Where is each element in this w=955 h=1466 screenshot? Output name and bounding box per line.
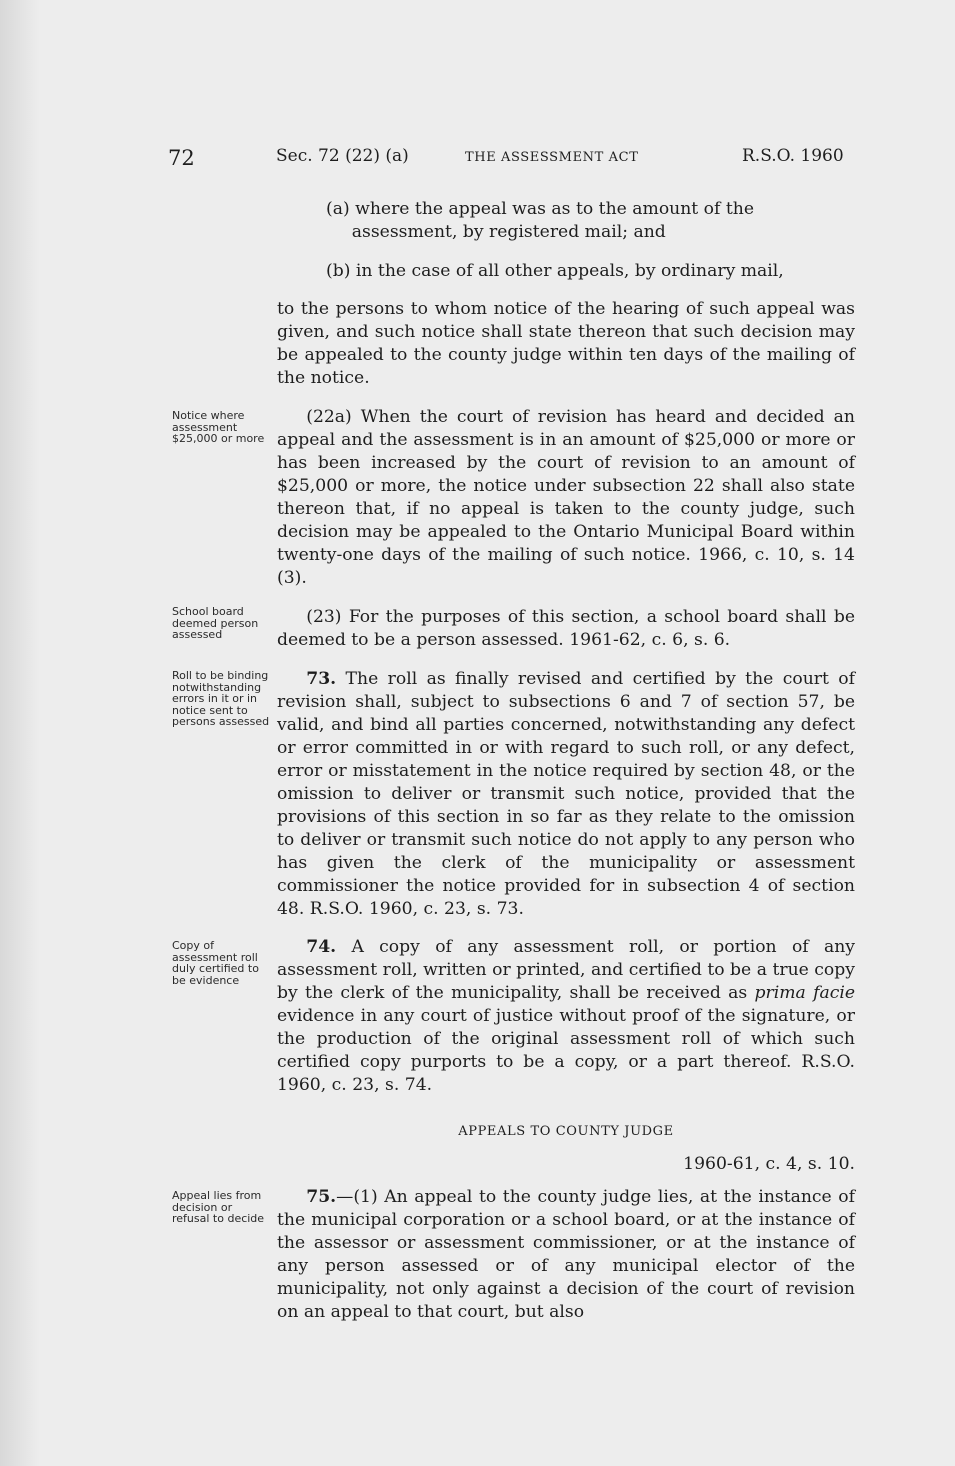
margin-note-22a: Notice where assessment $25,000 or more xyxy=(172,409,265,445)
section-75-text: —(1) An appeal to the county judge lies, at the instance of the municipal corporation or a school board, or at the instance of the assessor or assessment commissioner, or at the instance of any person assessed or of any municipal elector of the municipality, not only against a decision of the court of revision on an appeal to that court, but also xyxy=(277,1187,855,1322)
section-74-text-a: A copy of any assessment roll, or portion of any assessment roll, written or printed, and certified to be a true copy by the clerk of the municipality, shall be received as xyxy=(277,937,855,1003)
section-74-text-b: evidence in any court of justice without proof of the signature, or the production of the original assessment roll of which such certified copy purports to be a copy, or a part thereof. R.S.O. 1960, c. 23, s. 74. xyxy=(277,1006,855,1095)
margin-note-73: Roll to be binding notwithstanding errors in it or in notice sent to persons assessed xyxy=(172,669,270,728)
section-number-75: 75. xyxy=(306,1187,337,1207)
act-title: THE ASSESSMENT ACT xyxy=(465,150,639,165)
revision-label: R.S.O. 1960 xyxy=(742,146,844,166)
paragraph-74 xyxy=(277,936,855,1097)
margin-note-23: School board deemed person assessed xyxy=(172,605,259,641)
clause-b: (b) in the case of all other appeals, by ordinary mail, xyxy=(326,261,784,281)
paragraph-notice-persons: to the persons to whom notice of the hearing of such appeal was given, and such notice shall state thereon that such decision may be appealed to the county judge within ten days of the mailing of the notice. xyxy=(277,299,855,388)
clause-a: (a) where the appeal was as to the amount of the assessment, by registered mail; and xyxy=(326,199,754,242)
paragraph-73 xyxy=(277,668,855,921)
heading-citation: 1960-61, c. 4, s. 10. xyxy=(683,1154,855,1174)
section-73-text: The roll as finally revised and certified by the court of revision shall, subject to subsections 6 and 7 of section 57, be valid, and bind all parties concerned, notwithstanding any defect or error committed in or with regard to such roll, or any defect, error or misstatement in the notice required by section 48, or the omission to deliver or transmit such notice, provided that the provisions of this section in so far as they relate to the omission to deliver or transmit such notice do not apply to any person who has given the clerk of the municipality or assessment commissioner the notice provided for in subsection 4 of section 48. R.S.O. 1960, c. 23, s. 73. xyxy=(277,669,855,919)
running-header xyxy=(0,146,955,176)
section-74-italic: prima facie xyxy=(754,983,855,1003)
section-heading: APPEALS TO COUNTY JUDGE xyxy=(458,1124,674,1139)
paragraph-75 xyxy=(277,1186,855,1324)
section-number-73: 73. xyxy=(306,669,337,689)
page-number: 72 xyxy=(168,146,195,170)
margin-note-75: Appeal lies from decision or refusal to decide xyxy=(172,1189,265,1225)
margin-note-74: Copy of assessment roll duly certified to be evidence xyxy=(172,939,259,987)
section-number-74: 74. xyxy=(306,937,337,957)
paragraph-23: (23) For the purposes of this section, a school board shall be deemed to be a person assessed. 1961-62, c. 6, s. 6. xyxy=(277,607,855,650)
paragraph-22a: (22a) When the court of revision has heard and decided an appeal and the assessment is in an amount of $25,000 or more or has been increased by the court of revision to an amount of $25,000 or more, the notice under subsection 22 shall also state thereon that, if no appeal is taken to the county judge, such decision may be appealed to the Ontario Municipal Board within twenty-one days of the mailing of such notice. 1966, c. 10, s. 14 (3). xyxy=(277,407,855,588)
scan-edge xyxy=(0,0,40,1466)
section-reference: Sec. 72 (22) (a) xyxy=(276,146,409,166)
